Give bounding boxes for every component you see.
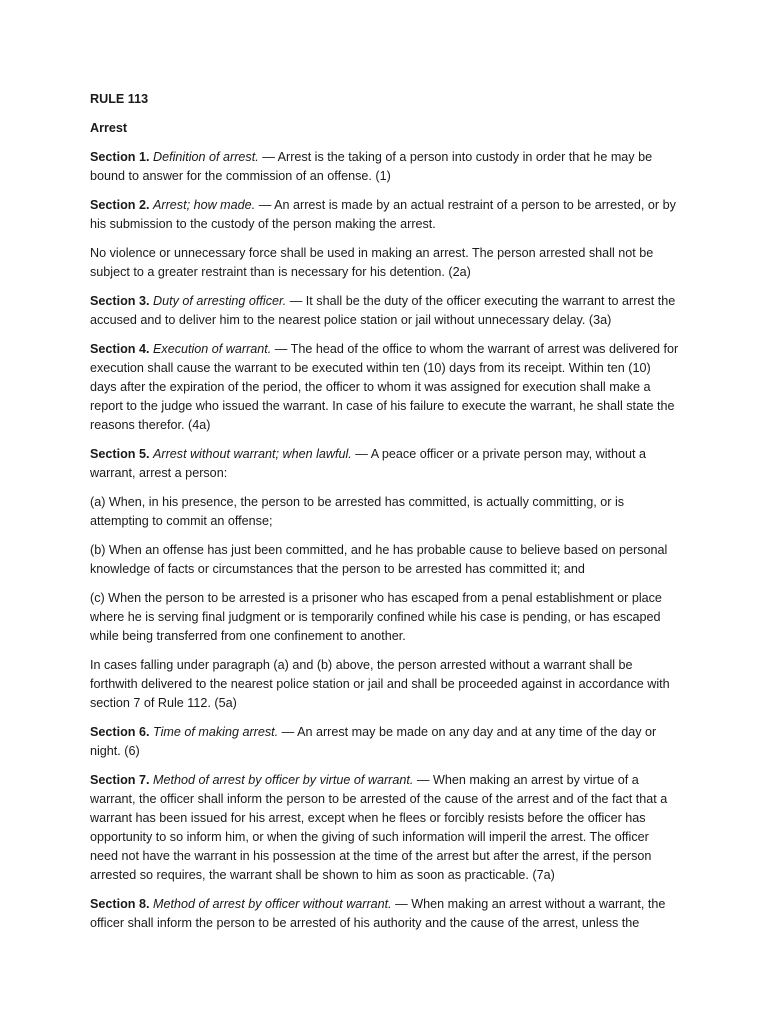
section-text: — An arrest may be made on any day and at any time of the day or night. (6)	[90, 725, 657, 758]
section-heading: Arrest; how made.	[153, 198, 256, 212]
section-number: Section 7.	[90, 773, 150, 787]
section-text: — Arrest is the taking of a person into custody in order that he may be bound to answer for the commission of an offense. (1)	[90, 150, 653, 183]
section-number: Section 6.	[90, 725, 150, 739]
section-number: Section 3.	[90, 294, 150, 308]
body-paragraph: In cases falling under paragraph (a) and (b) above, the person arrested without a warrant shall be forthwith delivered to the nearest police station or jail and shall be proceeded against in accordance with section 7 of Rule 112. (5a)	[90, 658, 670, 710]
rule-title: RULE 113	[90, 92, 149, 106]
section-heading: Time of making arrest.	[153, 725, 279, 739]
section-1-paragraph	[90, 148, 680, 186]
section-text: — An arrest is made by an actual restraint of a person to be arrested, or by his submission to the custody of the person making the arrest.	[90, 198, 676, 231]
section-number: Section 5.	[90, 447, 150, 461]
section-text: — When making an arrest by virtue of a warrant, the officer shall inform the person to be arrested of the cause of the arrest and of the fact that a warrant has been issued for his arrest, except when he flees or forcibly resists before the officer has opportunity to so inform him, or when the giving of such information will imperil the arrest. The officer need not have the warrant in his possession at the time of the arrest but after the arrest, if the person arrested so requires, the warrant shall be shown to him as soon as practicable. (7a)	[90, 773, 668, 882]
section-3-paragraph	[90, 292, 680, 330]
section-text: — When making an arrest without a warrant, the officer shall inform the person to be arrested of his authority and the cause of the arrest, unless the	[90, 897, 666, 930]
section-2-paragraph	[90, 196, 680, 234]
section-number: Section 4.	[90, 342, 150, 356]
section-text: — It shall be the duty of the officer executing the warrant to arrest the accused and to deliver him to the nearest police station or jail without unnecessary delay. (3a)	[90, 294, 676, 327]
section-text: — A peace officer or a private person may, without a warrant, arrest a person:	[90, 447, 647, 480]
section-number: Section 8.	[90, 897, 150, 911]
clause-a-paragraph: (a) When, in his presence, the person to be arrested has committed, is actually committing, or is attempting to commit an offense;	[90, 495, 625, 528]
section-heading: Definition of arrest.	[153, 150, 259, 164]
section-number: Section 2.	[90, 198, 150, 212]
section-number: Section 1.	[90, 150, 150, 164]
section-heading: Duty of arresting officer.	[153, 294, 287, 308]
section-heading: Execution of warrant.	[153, 342, 272, 356]
document-page	[90, 90, 680, 943]
body-paragraph: No violence or unnecessary force shall be used in making an arrest. The person arrested shall not be subject to a greater restraint than is necessary for his detention. (2a)	[90, 246, 654, 279]
section-7-paragraph	[90, 771, 680, 885]
clause-c-paragraph: (c) When the person to be arrested is a prisoner who has escaped from a penal establishment or place where he is serving final judgment or is temporarily confined while his case is pending, or has escaped while being transferred from one confinement to another.	[90, 591, 662, 643]
clause-b-paragraph: (b) When an offense has just been committed, and he has probable cause to believe based on personal knowledge of facts or circumstances that the person to be arrested has committed it; and	[90, 543, 668, 576]
section-text: — The head of the office to whom the warrant of arrest was delivered for execution shall cause the warrant to be executed within ten (10) days from its receipt. Within ten (10) days after the expiration of the period, the officer to whom it was assigned for execution shall make a report to the judge who issued the warrant. In case of his failure to execute the warrant, he shall state the reasons therefor. (4a)	[90, 342, 679, 432]
section-5-paragraph	[90, 445, 680, 483]
section-6-paragraph	[90, 723, 680, 761]
section-heading: Method of arrest by officer by virtue of warrant.	[153, 773, 414, 787]
section-heading: Arrest without warrant; when lawful.	[153, 447, 352, 461]
section-4-paragraph	[90, 340, 680, 435]
chapter-title: Arrest	[90, 121, 128, 135]
section-heading: Method of arrest by officer without warrant.	[153, 897, 392, 911]
section-8-paragraph	[90, 895, 680, 933]
